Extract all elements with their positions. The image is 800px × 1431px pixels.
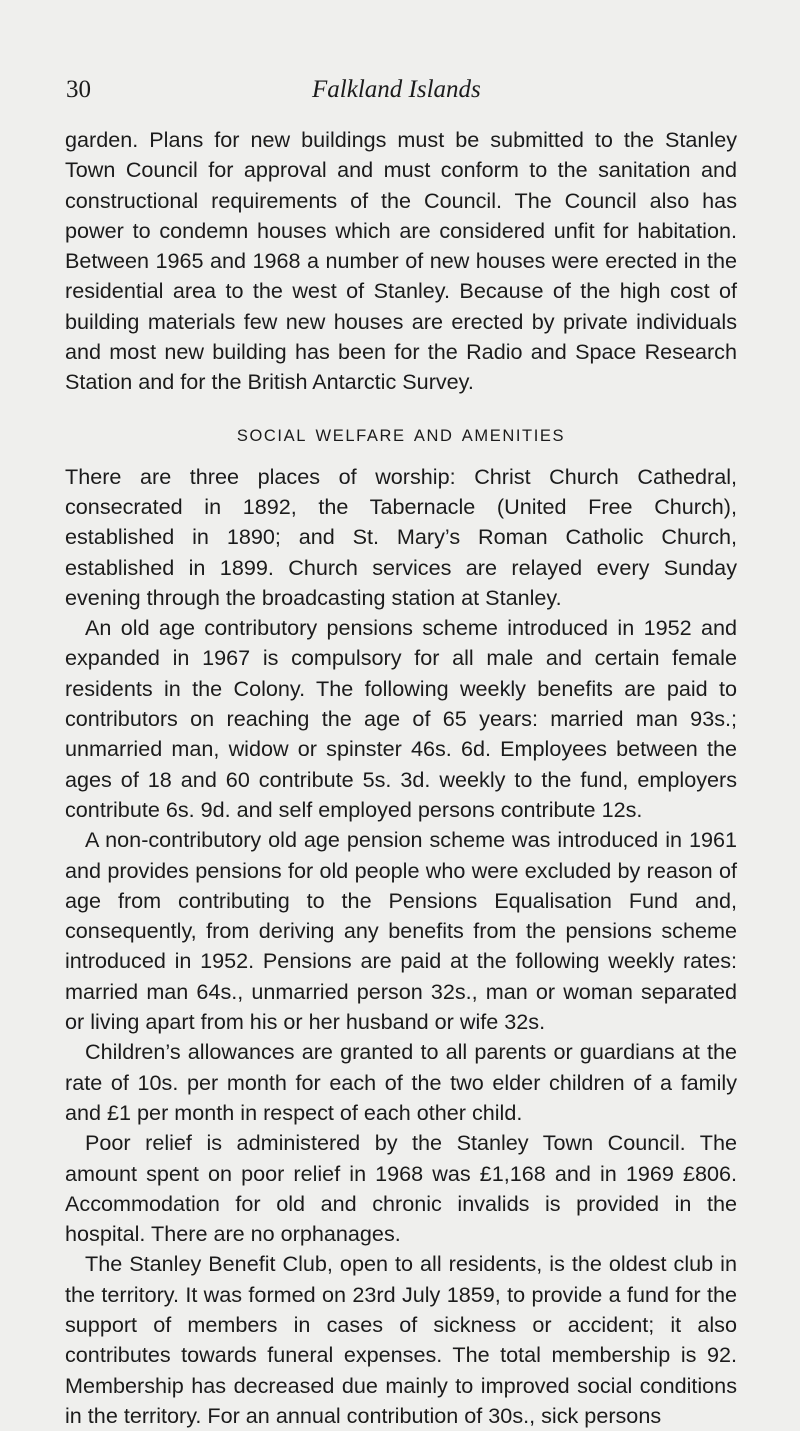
paragraph-worship: There are three places of worship: Christ Church Cathedral, consecrated in 1892, the Tabernacle (United Free Church), established in 1890; and St. Mary’s Roman Catholic Church, established in 1899. Church services are relayed every Sunday evening through the broadcasting station at Stanley. bbox=[65, 463, 737, 610]
paragraph-childrens-allowances: Children’s allowances are granted to all parents or guardians at the rate of 10s. per month for each of the two elder children of a family and £1 per month in respect of each other child. bbox=[65, 1039, 737, 1125]
page-header bbox=[66, 76, 736, 110]
page-number: 30 bbox=[66, 76, 91, 103]
intro-paragraph: garden. Plans for new buildings must be submitted to the Stanley Town Council for approval and must conform to the sanitation and constructional requirements of the Council. The Council also has power to condemn houses which are considered unfit for habitation. Between 1965 and 1968 a number of new houses were erected in the residential area to the west of Stanley. Because of the high cost of building materials few new houses are erected by private individuals and most new building has been for the Radio and Space Research Station and for the British Antarctic Survey. bbox=[65, 127, 737, 395]
section-heading: SOCIAL WELFARE AND AMENITIES bbox=[236, 426, 566, 445]
paragraph-benefit-club: The Stanley Benefit Club, open to all residents, is the oldest club in the territory. It was formed on 23rd July 1859, to provide a fund for the support of members in cases of sickness or accident; it also contributes towards funeral expenses. The total membership is 92. Membership has decreased due mainly to improved social conditions in the territory. For an annual contribution of 30s., sick persons bbox=[65, 1251, 737, 1428]
page-body bbox=[65, 125, 737, 1431]
paragraph-contributory-pensions: An old age contributory pensions scheme introduced in 1952 and expanded in 1967 is compulsory for all male and certain female residents in the Colony. The following weekly benefits are paid to contributors on reaching the age of 65 years: married man 93s.; unmarried man, widow or spinster 46s. 6d. Employees between the ages of 18 and 60 contribute 5s. 3d. weekly to the fund, employers contribute 6s. 9d. and self employed persons contribute 12s. bbox=[65, 615, 737, 822]
running-title: Falkland Islands bbox=[312, 76, 481, 103]
paragraph-poor-relief: Poor relief is administered by the Stanley Town Council. The amount spent on poor relief in 1968 was £1,168 and in 1969 £806. Accommodation for old and chronic invalids is provided in the hospital. There are no orphanages. bbox=[65, 1130, 737, 1247]
paragraph-non-contributory-pensions: A non-contributory old age pension scheme was introduced in 1961 and provides pensions for old people who were excluded by reason of age from contributing to the Pensions Equalisation Fund and, consequently, from deriving any benefits from the pensions scheme introduced in 1952. Pensions are paid at the following weekly rates: married man 64s., unmarried person 32s., man or woman separated or living apart from his or her husband or wife 32s. bbox=[65, 827, 737, 1035]
